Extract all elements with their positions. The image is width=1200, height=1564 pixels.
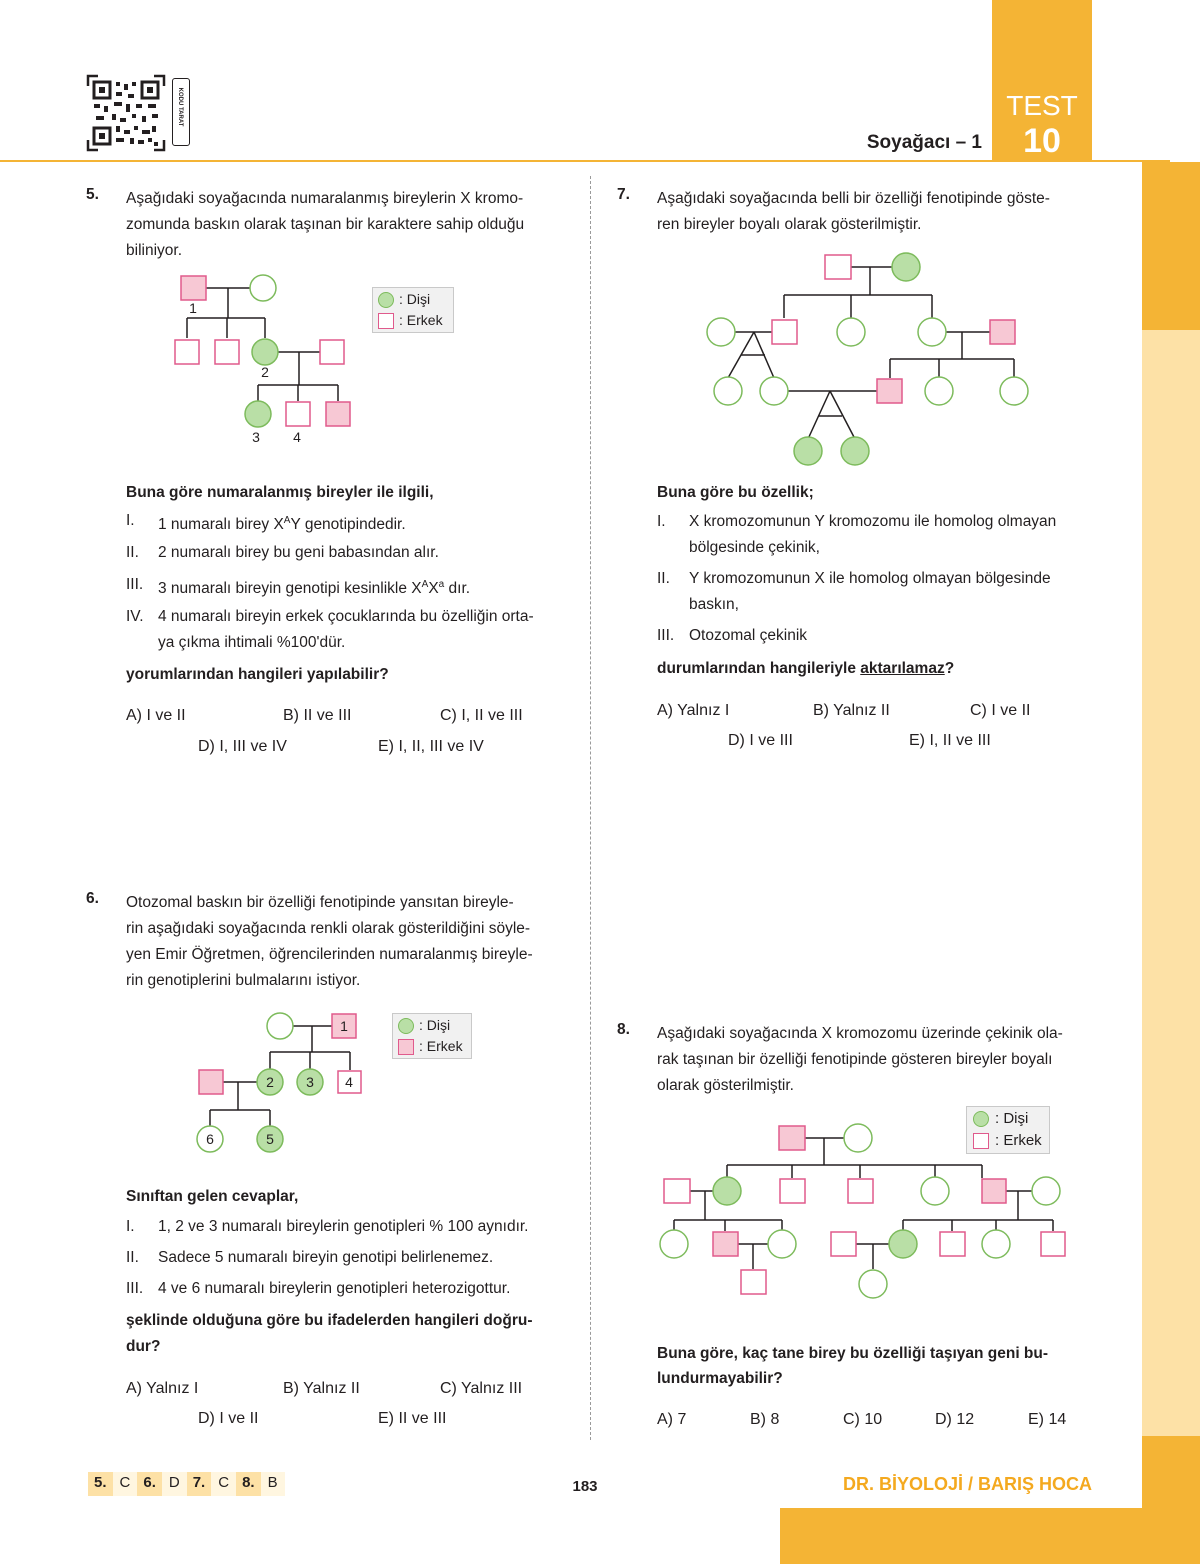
- pedigree-female-affected: [713, 1177, 741, 1205]
- q7-option-e[interactable]: E) I, II ve III: [909, 732, 991, 749]
- answer-key-number: 8.: [236, 1472, 261, 1496]
- answer-key-value: C: [113, 1472, 138, 1496]
- q6-pedigree: [190, 1005, 380, 1165]
- legend-male-icon: [398, 1039, 414, 1055]
- q8-text-line: olarak gösterilmiştir.: [657, 1077, 794, 1094]
- q5-item-text: 3 numaralı bireyin genotipi kesinlikle $X^AX^a$ dır.: [158, 579, 471, 598]
- q7-question-underlined: aktarılamaz: [860, 660, 945, 677]
- pedigree-male: [848, 1179, 873, 1203]
- pedigree-label: 1: [340, 1018, 348, 1034]
- q5-item-roman: I.: [126, 512, 135, 529]
- q8-text-line: rak taşınan bir özelliği fenotipinde gösteren bireyler boyalı: [657, 1051, 1053, 1068]
- pedigree-label: 2: [266, 1074, 274, 1090]
- q7-item-text: bölgesinde çekinik,: [689, 539, 820, 556]
- q6-text-line: rin genotiplerini bulmalarını istiyor.: [126, 972, 361, 989]
- pedigree-male: [175, 340, 199, 364]
- q6-item-roman: I.: [126, 1218, 135, 1235]
- legend-female-label: : Dişi: [419, 1017, 451, 1033]
- q6-option-e[interactable]: E) II ve III: [378, 1410, 447, 1427]
- legend-female-label: : Dişi: [995, 1110, 1029, 1127]
- pedigree-label: 2: [261, 364, 269, 380]
- q7-option-a[interactable]: A) Yalnız I: [657, 702, 730, 719]
- q8-pedigree: [655, 1120, 1075, 1310]
- answer-key-number: 6.: [137, 1472, 162, 1496]
- right-band-light: [1142, 330, 1200, 1436]
- pedigree-female-affected: [889, 1230, 917, 1258]
- q7-question-suffix: ?: [944, 660, 955, 677]
- q8-text-line: Aşağıdaki soyağacında X kromozomu üzerinde çekinik ola-: [657, 1025, 1063, 1042]
- pedigree-label: 3: [306, 1074, 314, 1090]
- q6-lead: Sınıftan gelen cevaplar,: [126, 1188, 299, 1205]
- pedigree-male-affected: [326, 402, 350, 426]
- bottom-band: [780, 1508, 1200, 1564]
- pedigree-male-affected: [713, 1232, 738, 1256]
- test-label: TEST: [1006, 90, 1078, 121]
- pedigree-male-affected: [199, 1070, 223, 1094]
- q8-question-line: lundurmayabilir?: [657, 1370, 783, 1387]
- q6-text-line: rin aşağıdaki soyağacında renkli olarak gösterildiğini söyle-: [126, 920, 531, 937]
- q5-text-line: biliniyor.: [126, 242, 182, 259]
- q5-text-line: zomunda baskın olarak taşınan bir karaktere sahip olduğu: [126, 216, 525, 233]
- pedigree-label: 5: [266, 1131, 274, 1147]
- q8-option-b[interactable]: B) 8: [750, 1411, 780, 1428]
- answer-key-number: 7.: [187, 1472, 212, 1496]
- pedigree-male: [772, 320, 797, 344]
- q7-text: [657, 186, 1097, 238]
- pedigree-female: [760, 377, 788, 405]
- q5-item-text: 1 numaralı birey $X^AY$ genotipindedir.: [158, 515, 406, 534]
- q5-item-text: 2 numaralı birey bu geni babasından alır.: [158, 544, 439, 561]
- pedigree-female: [844, 1124, 872, 1152]
- legend-male-icon: [378, 313, 394, 329]
- q8-number: 8.: [617, 1021, 630, 1038]
- q8-option-c[interactable]: C) 10: [843, 1411, 883, 1428]
- q6-option-d[interactable]: D) I ve II: [198, 1410, 259, 1427]
- page-title-suffix: – 1: [955, 132, 982, 153]
- pedigree-label: 6: [206, 1131, 214, 1147]
- q7-item-text: Otozomal çekinik: [689, 627, 808, 644]
- legend-male-label: : Erkek: [419, 1038, 463, 1054]
- q6-item-roman: II.: [126, 1249, 139, 1266]
- pedigree-male-affected: [779, 1126, 805, 1150]
- legend-female-icon: [398, 1018, 414, 1034]
- q7-item-roman: III.: [657, 627, 675, 644]
- q7-lead: Buna göre bu özellik;: [657, 484, 814, 501]
- test-number: 10: [1023, 122, 1061, 160]
- pedigree-female-affected: [892, 253, 920, 281]
- pedigree-female: [1000, 377, 1028, 405]
- q7-item-roman: II.: [657, 570, 670, 587]
- pedigree-male: [320, 340, 344, 364]
- q5-text: [126, 186, 566, 264]
- answer-key-value: D: [162, 1472, 187, 1496]
- q7-option-b[interactable]: B) Yalnız II: [813, 702, 890, 719]
- q6-option-c[interactable]: C) Yalnız III: [440, 1380, 523, 1397]
- pedigree-female-affected: [841, 437, 869, 465]
- q5-item-roman: II.: [126, 544, 139, 561]
- q7-item-text: Y kromozomunun X ile homolog olmayan bölgesinde: [689, 570, 1051, 587]
- pedigree-label: 3: [252, 429, 260, 445]
- pedigree-female: [660, 1230, 688, 1258]
- q8-text: [657, 1021, 1097, 1099]
- pedigree-label: 4: [293, 429, 301, 445]
- q8-option-a[interactable]: A) 7: [657, 1411, 687, 1428]
- pedigree-female-affected: [245, 401, 271, 427]
- q5-item-text: ya çıkma ihtimali %100'dür.: [158, 634, 346, 651]
- column-divider: [590, 176, 591, 1440]
- page-number: 183: [572, 1478, 598, 1495]
- q7-number: 7.: [617, 186, 630, 203]
- pedigree-label: 4: [345, 1074, 353, 1090]
- answer-key: [88, 1472, 285, 1496]
- pedigree-female: [921, 1177, 949, 1205]
- q6-option-b[interactable]: B) Yalnız II: [283, 1380, 360, 1397]
- brand-name: DR. BİYOLOJİ / BARIŞ HOCA: [842, 1474, 1092, 1494]
- pedigree-male-affected: [877, 379, 902, 403]
- q6-option-a[interactable]: A) Yalnız I: [126, 1380, 199, 1397]
- q6-question-line: şeklinde olduğuna göre bu ifadelerden hangileri doğru-: [126, 1312, 533, 1329]
- pedigree-female-affected: [794, 437, 822, 465]
- qr-code[interactable]: [86, 74, 166, 152]
- pedigree-male-affected: [181, 276, 206, 300]
- page-title: [800, 132, 982, 154]
- q8-option-e[interactable]: E) 14: [1028, 1411, 1067, 1428]
- q5-option-b[interactable]: B) II ve III: [283, 707, 352, 724]
- q6-text: [126, 890, 566, 994]
- answer-key-value: B: [261, 1472, 285, 1496]
- pedigree-female: [982, 1230, 1010, 1258]
- q6-item-roman: III.: [126, 1280, 144, 1297]
- pedigree-male: [286, 402, 310, 426]
- q5-lead: Buna göre numaralanmış bireyler ile ilgili,: [126, 484, 434, 501]
- q7-item-text: X kromozomunun Y kromozomu ile homolog olmayan: [689, 513, 1057, 530]
- answer-key-number: 5.: [88, 1472, 113, 1496]
- pedigree-female: [837, 318, 865, 346]
- qr-scan-label: KODU TARAT: [177, 87, 183, 127]
- q6-number: 6.: [86, 890, 99, 907]
- q5-number: 5.: [86, 186, 99, 203]
- pedigree-label: 1: [189, 300, 197, 316]
- legend-male-label: : Erkek: [995, 1132, 1042, 1149]
- q5-option-c[interactable]: C) I, II ve III: [440, 707, 523, 724]
- page-title-text: Soyağacı: [866, 132, 951, 153]
- pedigree-female: [918, 318, 946, 346]
- legend-female-label: : Dişi: [399, 291, 431, 307]
- q7-question: [657, 656, 954, 682]
- pedigree-female: [1032, 1177, 1060, 1205]
- legend-male-label: : Erkek: [399, 312, 443, 328]
- q6-item-text: 1, 2 ve 3 numaralı bireylerin genotipleri % 100 aynıdır.: [158, 1218, 529, 1235]
- pedigree-male: [825, 255, 851, 279]
- q5-option-d[interactable]: D) I, III ve IV: [198, 738, 287, 755]
- q6-legend: [392, 1013, 472, 1059]
- pedigree-female-affected: [252, 339, 278, 365]
- q5-item-roman: IV.: [126, 608, 144, 625]
- pedigree-female: [267, 1013, 293, 1039]
- pedigree-female: [707, 318, 735, 346]
- q6-text-line: yen Emir Öğretmen, öğrencilerinden numaralanmış bireyle-: [126, 946, 533, 963]
- pedigree-male: [741, 1270, 766, 1294]
- pedigree-male: [215, 340, 239, 364]
- q7-text-line: Aşağıdaki soyağacında belli bir özelliği fenotipinde göste-: [657, 190, 1050, 207]
- q7-option-c[interactable]: C) I ve II: [970, 702, 1031, 719]
- right-band-dark: [1142, 162, 1200, 330]
- pedigree-female: [859, 1270, 887, 1298]
- q5-option-e[interactable]: E) I, II, III ve IV: [378, 738, 484, 755]
- pedigree-male: [940, 1232, 965, 1256]
- answer-key-value: C: [211, 1472, 236, 1496]
- pedigree-male-affected: [990, 320, 1015, 344]
- q5-question: yorumlarından hangileri yapılabilir?: [126, 666, 389, 683]
- pedigree-male: [831, 1232, 856, 1256]
- pedigree-male: [780, 1179, 805, 1203]
- q7-item-roman: I.: [657, 513, 666, 530]
- qr-code-graphic: [86, 74, 166, 152]
- pedigree-female: [925, 377, 953, 405]
- pedigree-female: [250, 275, 276, 301]
- q6-text-line: Otozomal baskın bir özelliği fenotipinde yansıtan bireyle-: [126, 894, 514, 911]
- q6-question-line: dur?: [126, 1338, 161, 1355]
- pedigree-male: [664, 1179, 690, 1203]
- q5-item-text: 4 numaralı bireyin erkek çocuklarında bu özelliğin orta-: [158, 608, 534, 625]
- q7-pedigree: [700, 248, 1040, 470]
- q8-question-line: Buna göre, kaç tane birey bu özelliği taşıyan geni bu-: [657, 1345, 1049, 1362]
- q7-question-prefix: durumlarından hangileriyle: [657, 660, 861, 677]
- q5-text-line: Aşağıdaki soyağacında numaralanmış bireylerin X kromo-: [126, 190, 524, 207]
- q7-text-line: ren bireyler boyalı olarak gösterilmiştir.: [657, 216, 922, 233]
- q7-option-d[interactable]: D) I ve III: [728, 732, 793, 749]
- q6-item-text: 4 ve 6 numaralı bireylerin genotipleri heterozigottur.: [158, 1280, 511, 1297]
- q5-option-a[interactable]: A) I ve II: [126, 707, 186, 724]
- pedigree-female: [768, 1230, 796, 1258]
- pedigree-male-affected: [982, 1179, 1006, 1203]
- q5-legend: [372, 287, 454, 333]
- q7-item-text: baskın,: [689, 596, 739, 613]
- q5-item-roman: III.: [126, 576, 144, 593]
- q6-item-text: Sadece 5 numaralı bireyin genotipi belirlenemez.: [158, 1249, 494, 1266]
- pedigree-female: [714, 377, 742, 405]
- q8-option-d[interactable]: D) 12: [935, 1411, 975, 1428]
- legend-female-icon: [378, 292, 394, 308]
- pedigree-male: [1041, 1232, 1065, 1256]
